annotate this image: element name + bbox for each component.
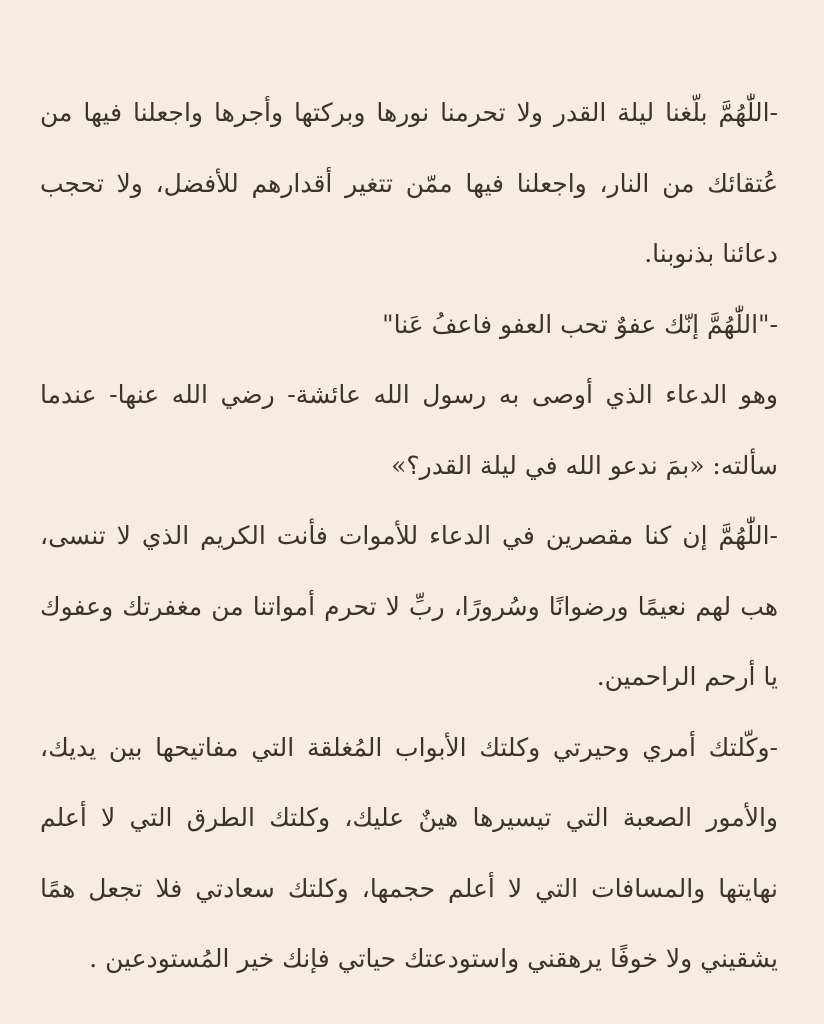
prayer-text xyxy=(40,78,778,995)
paragraph-tawakkul-dua: -وكّلتك أمري وحيرتي وكلتك الأبواب المُغلقة التي مفاتيحها بين يديك، والأمور الصعبة التي تيسيرها هينٌ عليك، وكلتك الطرق التي لا أعلم نهايتها والمسافات التي لا أعلم حجمها، وكلتك سعادتي فلا تجعل همًا يشقيني ولا خوفًا يرهقني واستودعتك حياتي فإنك خير المُستودعين . xyxy=(40,732,778,973)
paragraph-deceased-dua: -اللّٰهُمَّ إن كنا مقصرين في الدعاء للأموات فأنت الكريم الذي لا تنسى، هب لهم نعيمًا ورضوانًا وسُرورًا، ربِّ لا تحرم أمواتنا من مغفرتك وعفوك يا أرحم الراحمين. xyxy=(40,521,778,691)
paragraph-laylat-al-qadr: -اللّٰهُمَّ بلّغنا ليلة القدر ولا تحرمنا نورها وبركتها وأجرها واجعلنا فيها من عُتقائك من النار، واجعلنا فيها ممّن تتغير أقدارهم للأفضل، ولا تحجب دعائنا بذنوبنا. xyxy=(40,98,778,268)
paragraph-aisha-note: وهو الدعاء الذي أوصى به رسول الله عائشة- رضي الله عنها- عندما سألته: «بمَ ندعو الله في ليلة القدر؟» xyxy=(40,380,778,480)
paragraph-afw-dua: -"اللّٰهُمَّ إنّك عفوٌ تحب العفو فاعفُ عَنا" xyxy=(382,309,778,339)
